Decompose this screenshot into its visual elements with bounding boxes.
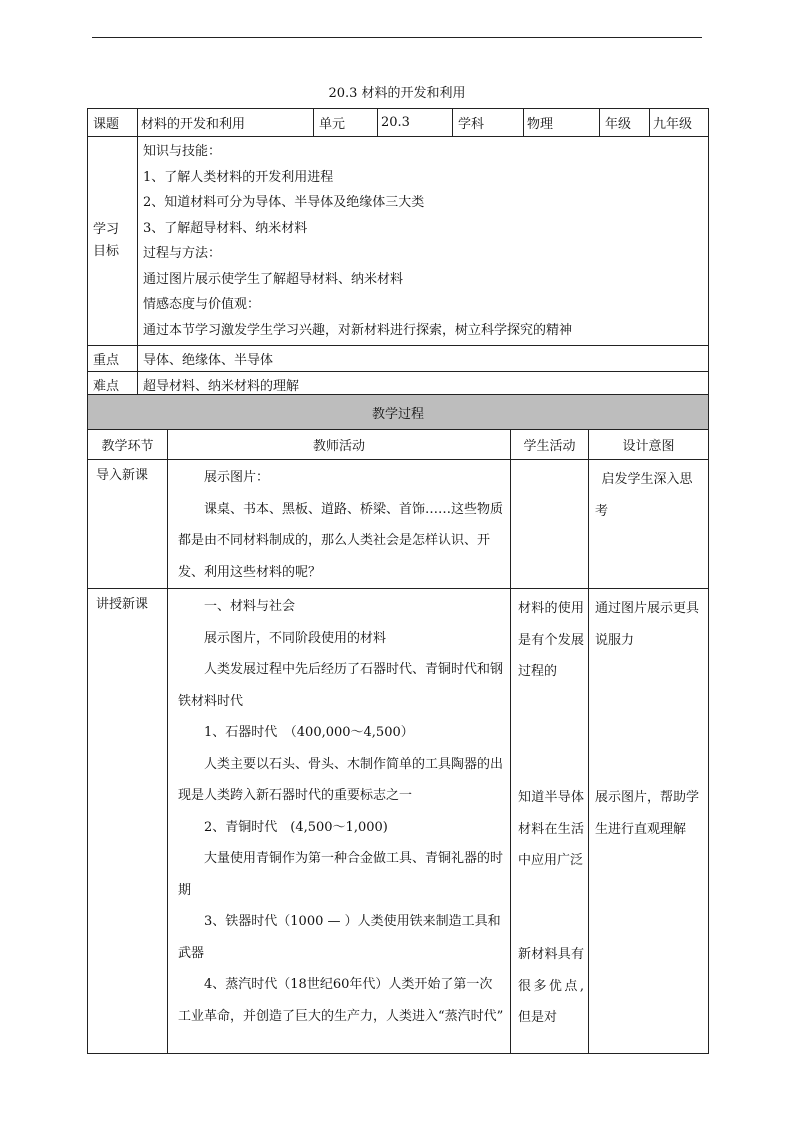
lecture-teacher-p9: 4、蒸汽时代（18世纪60年代）人类开始了第一次工业革命，并创造了巨大的生产力，人类进入“蒸汽时代” xyxy=(178,977,504,1024)
topic-label: 课题 xyxy=(88,109,138,137)
goal-attitude-text: 通过本节学习激发学生学习兴趣，对新材料进行探索，树立科学探究的精神 xyxy=(143,322,573,338)
lecture-teacher-p6: 2、青铜时代 (4,500～1,000) xyxy=(204,819,388,835)
lecture-teacher-p3: 人类发展过程中先后经历了石器时代、青铜时代和钢铁材料时代 xyxy=(178,662,504,709)
student-note-3: 新材料具有很多优点,但是对 xyxy=(518,947,584,1025)
key-point-value: 导体、绝缘体、半导体 xyxy=(138,346,709,372)
subject-value: 物理 xyxy=(524,109,600,137)
lecture-teacher xyxy=(168,589,511,1054)
student-note-1: 材料的使用是有个发展过程的 xyxy=(518,601,584,679)
col-header-student: 学生活动 xyxy=(511,430,589,460)
goals-label xyxy=(88,137,138,346)
process-band: 教学过程 xyxy=(88,395,709,430)
goal-item-2: 2、知道材料可分为导体、半导体及绝缘体三大类 xyxy=(143,195,425,210)
process-header-row xyxy=(88,430,709,460)
col-header-teacher: 教师活动 xyxy=(168,430,511,460)
goals-label-line2: 目标 xyxy=(93,244,120,259)
col-header-stage: 教学环节 xyxy=(88,430,168,460)
intro-design xyxy=(589,460,709,589)
lecture-teacher-p8: 3、铁器时代（1000 — ）人类使用铁来制造工具和武器 xyxy=(178,914,501,961)
intro-row xyxy=(88,460,709,589)
difficulty-label: 难点 xyxy=(88,372,138,398)
lecture-teacher-p4: 1、石器时代 （400,000～4,500） xyxy=(204,725,414,740)
lecture-teacher-p2: 展示图片，不同阶段使用的材料 xyxy=(204,630,387,646)
intro-design-text: 启发学生深入思考 xyxy=(595,472,693,519)
intro-teacher xyxy=(168,460,511,589)
difficulty-value: 超导材料、纳米材料的理解 xyxy=(138,372,709,398)
goal-item-3: 3、了解超导材料、纳米材料 xyxy=(143,220,308,236)
process-band-row xyxy=(88,395,709,430)
lecture-student xyxy=(511,589,589,1054)
goal-item-1: 1、了解人类材料的开发利用进程 xyxy=(143,169,334,185)
lecture-teacher-p5: 人类主要以石头、骨头、木制作简单的工具陶器的出现是人类跨入新石器时代的重要标志之一 xyxy=(178,756,504,803)
goal-method-text: 通过图片展示使学生了解超导材料、纳米材料 xyxy=(143,271,404,287)
header-rule xyxy=(92,37,702,38)
intro-student xyxy=(511,460,589,589)
subject-label: 学科 xyxy=(453,109,524,137)
goals-content xyxy=(138,137,709,346)
grade-label: 年级 xyxy=(600,109,650,137)
goals-heading-attitude: 情感态度与价值观： xyxy=(143,297,261,312)
goals-row xyxy=(88,137,709,346)
unit-value: 20.3 xyxy=(378,109,453,137)
student-note-2: 知道半导体材料在生活中应用广泛 xyxy=(518,790,584,868)
unit-label: 单元 xyxy=(314,109,378,137)
topic-value: 材料的开发和利用 xyxy=(138,109,314,137)
design-note-1: 通过图片展示更具说服力 xyxy=(595,601,700,648)
teaching-process-table xyxy=(87,394,709,1054)
lecture-stage: 讲授新课 xyxy=(88,589,168,1054)
lecture-design xyxy=(589,589,709,1054)
goals-heading-method: 过程与方法： xyxy=(143,246,222,261)
intro-teacher-p1: 展示图片： xyxy=(204,470,270,485)
intro-teacher-p2: 课桌、书本、黑板、道路、桥梁、首饰……这些物质都是由不同材料制成的，那么人类社会是怎样认识、开发、利用这些材料的呢？ xyxy=(178,501,504,580)
grade-value: 九年级 xyxy=(650,109,709,137)
goals-label-line1: 学习 xyxy=(93,222,120,237)
intro-stage: 导入新课 xyxy=(88,460,168,589)
lecture-row xyxy=(88,589,709,1054)
lecture-teacher-p1: 一、材料与社会 xyxy=(204,599,296,614)
goals-heading-knowledge: 知识与技能： xyxy=(143,144,222,159)
document-title: 20.3 材料的开发和利用 xyxy=(328,86,466,101)
key-point-label: 重点 xyxy=(88,346,138,372)
lesson-info-table xyxy=(87,108,709,398)
lecture-teacher-p7: 大量使用青铜作为第一种合金做工具、青铜礼器的时期 xyxy=(178,851,504,898)
header-row xyxy=(88,109,709,137)
key-point-row xyxy=(88,346,709,372)
design-note-2: 展示图片，帮助学生进行直观理解 xyxy=(595,790,700,837)
col-header-design: 设计意图 xyxy=(589,430,709,460)
